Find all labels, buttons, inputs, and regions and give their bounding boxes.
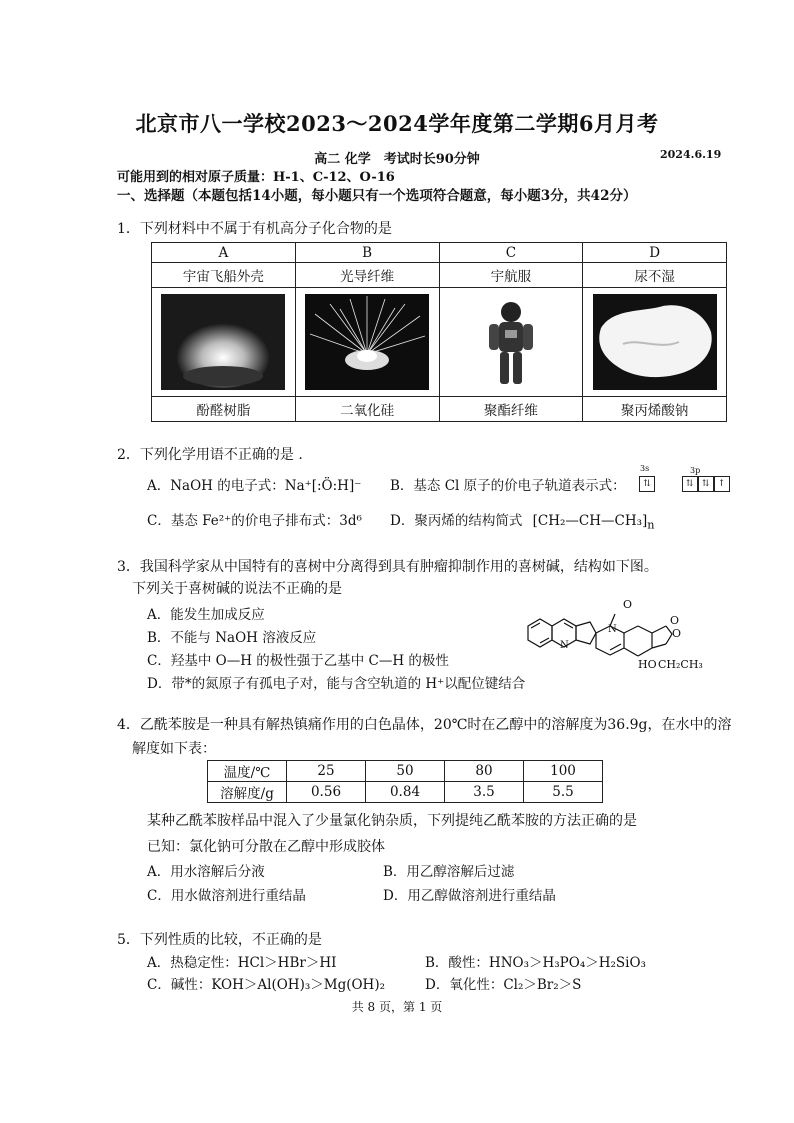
q1-col-letter: C — [439, 243, 583, 263]
spacecraft-shell-photo — [161, 294, 285, 390]
q4-stem-2: 解度如下表： — [132, 741, 216, 757]
q3-option-b: B．不能与 NaOH 溶液反应 — [147, 630, 317, 646]
q3-option-c: C．羟基中 O—H 的极性强于乙基中 C—H 的极性 — [147, 653, 449, 669]
q4-option-d: D．用乙醇做溶剂进行重结晶 — [383, 888, 556, 904]
orbital-diagram — [639, 475, 730, 492]
q1-image-cell — [583, 288, 727, 397]
table-cell: 80 — [445, 761, 524, 782]
q1-col-material: 二氧化硅 — [295, 397, 439, 422]
q3-stem-2: 下列关于喜树碱的说法不正确的是 — [132, 581, 342, 597]
orbital-box-3p: ↑ — [714, 476, 730, 492]
q1-col-material: 酚醛树脂 — [152, 397, 296, 422]
q1-image-cell — [295, 288, 439, 397]
q4-known: 已知：氯化钠可分散在乙醇中形成胶体 — [147, 839, 385, 855]
solubility-table — [207, 760, 603, 803]
q1-image-cell — [439, 288, 583, 397]
q2-option-d — [390, 509, 655, 532]
q1-col-label: 光导纤维 — [295, 263, 439, 288]
section-heading: 一、选择题（本题包括14小题，每小题只有一个选项符合题意，每小题3分，共42分） — [117, 188, 637, 204]
q2-stem: 2．下列化学用语不正确的是 . — [117, 447, 303, 463]
q4-option-b: B．用乙醇溶解后过滤 — [383, 864, 515, 880]
page-title: 北京市八一学校2023～2024学年度第二学期6月月考 — [135, 111, 659, 136]
diaper-polymer-photo — [593, 294, 717, 390]
structure-n-starred: N — [560, 640, 569, 651]
exam-date: 2024.6.19 — [660, 148, 722, 161]
q1-col-label: 尿不湿 — [583, 263, 727, 288]
q2-option-a — [147, 474, 361, 494]
q1-col-letter: D — [583, 243, 727, 263]
table-cell: 3.5 — [445, 782, 524, 803]
orbital-3p-label: 3p — [690, 466, 701, 475]
structure-o-ring: O — [670, 614, 680, 627]
structure-hydroxyl: HO — [638, 658, 657, 671]
table-cell: 温度/℃ — [208, 761, 287, 782]
q5-option-d: D．氧化性：Cl₂＞Br₂＞S — [425, 977, 582, 993]
q2-option-d-n: n — [647, 518, 655, 532]
q2-option-b-text: B．基态 Cl 原子的价电子轨道表示式： — [390, 478, 626, 494]
q5-option-c: C．碱性：KOH＞Al(OH)₃＞Mg(OH)₂ — [147, 977, 385, 993]
q2-option-d-formula: [CH₂—CH—CH₃] — [532, 513, 648, 529]
q5-stem: 5．下列性质的比较，不正确的是 — [117, 932, 322, 948]
page-footer: 共 8 页，第 1 页 — [351, 1000, 443, 1014]
q2-option-a-formula: Na⁺[:Ö:H]⁻ — [284, 478, 362, 494]
table-cell: 5.5 — [524, 782, 603, 803]
q2-option-b — [390, 474, 626, 494]
q1-stem: 1．下列材料中不属于有机高分子化合物的是 — [117, 221, 392, 237]
table-row — [208, 761, 603, 782]
orbital-box-3p: ⇅ — [698, 476, 714, 492]
q1-col-label: 宇航服 — [439, 263, 583, 288]
q3-option-a: A．能发生加成反应 — [147, 607, 265, 623]
q5-option-a: A．热稳定性：HCl＞HBr＞HI — [147, 955, 337, 971]
q4-stem-1: 4．乙酰苯胺是一种具有解热镇痛作用的白色晶体，20℃时在乙醇中的溶解度为36.9g，在水中的溶 — [117, 717, 732, 733]
q4-option-a: A．用水溶解后分液 — [147, 864, 265, 880]
structure-o-top: O — [623, 598, 633, 611]
optical-fiber-photo — [305, 294, 429, 390]
orbital-box-3s: ⇅ — [639, 476, 655, 492]
table-cell: 25 — [287, 761, 366, 782]
table-cell: 0.56 — [287, 782, 366, 803]
q1-col-label: 宇宙飞船外壳 — [152, 263, 296, 288]
q2-option-a-text: A．NaOH 的电子式： — [147, 478, 285, 494]
camptothecin-structure — [520, 596, 710, 678]
table-cell: 50 — [366, 761, 445, 782]
q1-col-letter: A — [152, 243, 296, 263]
atomic-masses: 可能用到的相对原子质量：H-1、C-12、O-16 — [117, 170, 395, 185]
table-cell: 100 — [524, 761, 603, 782]
table-row — [208, 782, 603, 803]
q4-option-c: C．用水做溶剂进行重结晶 — [147, 888, 306, 904]
q3-option-d: D．带*的氮原子有孤电子对，能与含空轨道的 H⁺以配位键结合 — [147, 676, 526, 692]
orbital-3s-label: 3s — [640, 464, 650, 473]
table-cell: 0.84 — [366, 782, 445, 803]
orbital-box-3p: ⇅ — [682, 476, 698, 492]
q5-option-b: B．酸性：HNO₃＞H₃PO₄＞H₂SiO₃ — [425, 955, 646, 971]
q1-col-material: 聚丙烯酸钠 — [583, 397, 727, 422]
q4-stem-3: 某种乙酰苯胺样品中混入了少量氯化钠杂质，下列提纯乙酰苯胺的方法正确的是 — [147, 813, 637, 829]
q2-option-d-text: D．聚丙烯的结构简式 — [390, 513, 523, 529]
structure-o-carbonyl: O — [672, 627, 682, 640]
q3-stem-1: 3．我国科学家从中国特有的喜树中分离得到具有肿瘤抑制作用的喜树碱，结构如下图。 — [117, 559, 658, 575]
structure-ethyl: CH₂CH₃ — [658, 658, 703, 671]
q1-col-letter: B — [295, 243, 439, 263]
q1-table — [151, 242, 727, 422]
structure-n-amide: N — [608, 624, 617, 635]
q2-option-c: C．基态 Fe²⁺的价电子排布式：3d⁶ — [147, 513, 362, 529]
q1-image-cell — [152, 288, 296, 397]
table-cell: 溶解度/g — [208, 782, 287, 803]
q1-col-material: 聚酯纤维 — [439, 397, 583, 422]
exam-subtitle: 高二 化学 考试时长90分钟 — [314, 152, 480, 167]
spacesuit-photo — [449, 294, 573, 390]
